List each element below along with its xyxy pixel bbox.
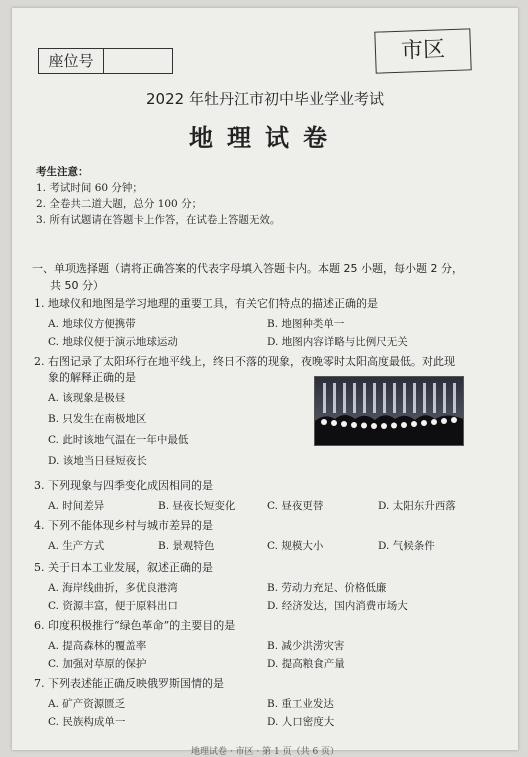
subject-title: 地理试卷 (189, 123, 341, 152)
option-a: A. 该现象是极昼 (48, 392, 126, 404)
option-c: C. 民族构成单一 (48, 716, 126, 728)
question-stem: 7. 下列表述能正确反映俄罗斯国情的是 (34, 677, 224, 690)
option-c: C. 此时该地气温在一年中最低 (48, 434, 189, 446)
option-c: C. 昼夜更替 (267, 500, 324, 512)
question-6 (34, 618, 345, 674)
option-a: A. 矿产资源匮乏 (48, 698, 126, 710)
option-b: B. 昼夜长短变化 (158, 500, 236, 512)
option-b: B. 劳动力充足、价格低廉 (267, 582, 387, 594)
seat-number-blank (104, 49, 172, 73)
question-stem: 4. 下列不能体现乡村与城市差异的是 (34, 519, 213, 532)
candidate-notice (36, 164, 280, 228)
option-b: B. 减少洪涝灾害 (267, 640, 345, 652)
option-a: A. 时间差异 (48, 500, 105, 512)
polar-day-sun-photo (314, 376, 464, 446)
seat-number-label: 座位号 (39, 49, 104, 73)
option-b: B. 地图种类单一 (267, 318, 345, 330)
district-stamp: 市区 (374, 28, 471, 73)
option-d: D. 经济发达，国内消费市场大 (267, 600, 408, 612)
polar-day-sun-image (315, 377, 463, 445)
option-a: A. 生产方式 (48, 540, 105, 552)
option-b: B. 景观特色 (158, 540, 215, 552)
option-b: B. 只发生在南极地区 (48, 413, 147, 425)
option-c: C. 规模大小 (267, 540, 324, 552)
option-b: B. 重工业发达 (267, 698, 334, 710)
option-a: A. 提高森林的覆盖率 (48, 640, 147, 652)
question-stem: 1. 地球仪和地图是学习地理的重要工具，有关它们特点的描述正确的是 (34, 297, 378, 310)
question-stem: 3. 下列现象与四季变化成因相同的是 (34, 479, 213, 492)
option-d: D. 气候条件 (378, 540, 435, 552)
question-1 (34, 296, 408, 352)
question-stem: 6. 印度积极推行“绿色革命”的主要目的是 (34, 619, 236, 632)
notice-item: 3. 所有试题请在答题卡上作答，在试卷上答题无效。 (36, 214, 281, 226)
seat-number-box (38, 48, 173, 74)
section-instructions-cont: 共 50 分） (50, 279, 104, 292)
option-c: C. 加强对草原的保护 (48, 658, 147, 670)
option-a: A. 地球仪方便携带 (48, 318, 136, 330)
question-5 (34, 560, 408, 616)
exam-title: 2022 年牡丹江市初中毕业学业考试 (146, 90, 384, 108)
question-7 (34, 676, 335, 732)
exam-paper (12, 8, 518, 757)
question-4 (34, 518, 435, 556)
notice-item: 2. 全卷共二道大题，总分 100 分； (36, 198, 203, 210)
question-stem-cont: 象的解释正确的是 (48, 371, 136, 384)
page-footer: 地理试卷 · 市区 · 第 1 页（共 6 页） (190, 747, 340, 757)
option-a: A. 海岸线曲折，多优良港湾 (48, 582, 178, 594)
option-d: D. 地图内容详略与比例尺无关 (267, 336, 408, 348)
option-d: D. 该地当日昼短夜长 (48, 455, 147, 467)
notice-item: 1. 考试时间 60 分钟； (36, 182, 143, 194)
option-c: C. 资源丰富，便于原料出口 (48, 600, 178, 612)
notice-title: 考生注意： (36, 166, 89, 178)
question-3 (34, 478, 456, 516)
question-stem: 5. 关于日本工业发展，叙述正确的是 (34, 561, 213, 574)
option-c: C. 地球仪便于演示地球运动 (48, 336, 178, 348)
section-heading (32, 260, 502, 294)
question-stem: 2. 右图记录了太阳环行在地平线上，终日不落的现象，夜晚零时太阳高度最低。对此现 (34, 355, 455, 368)
option-d: D. 人口密度大 (267, 716, 335, 728)
option-d: D. 提高粮食产量 (267, 658, 345, 670)
section-instructions: 一、单项选择题（请将正确答案的代表字母填入答题卡内。本题 25 小题，每小题 2 分， (32, 262, 463, 275)
option-d: D. 太阳东升西落 (378, 500, 456, 512)
